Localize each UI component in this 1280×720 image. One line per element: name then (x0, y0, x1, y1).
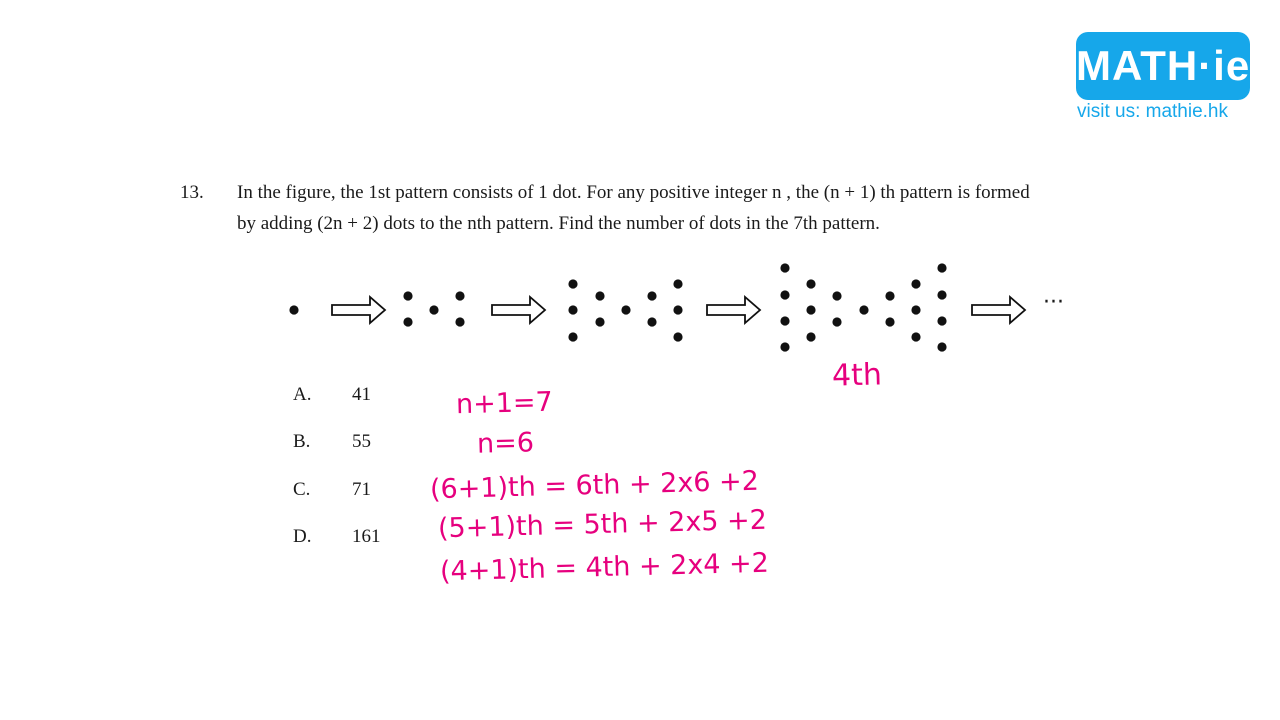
visit-link-text[interactable]: visit us: mathie.hk (1077, 101, 1228, 122)
dot (885, 317, 894, 326)
dot (568, 279, 577, 288)
handwritten-step-2: n=6 (476, 427, 535, 460)
dot (455, 291, 464, 300)
dot (911, 332, 920, 341)
handwritten-step-1: n+1=7 (455, 386, 554, 421)
option-a-letter: A. (293, 384, 312, 405)
handwritten-4th-label: 4th (831, 357, 883, 394)
handwritten-equation-1: (6+1)th = 6th + 2x6 +2 (429, 465, 760, 506)
mathie-logo: MATH·ie (1076, 32, 1250, 100)
dot (832, 291, 841, 300)
option-a-value: 41 (352, 384, 371, 405)
dot (937, 342, 946, 351)
dot (595, 317, 604, 326)
dot (455, 317, 464, 326)
option-c-value: 71 (352, 479, 371, 500)
option-c-letter: C. (293, 479, 311, 500)
dot (911, 279, 920, 288)
dot (647, 317, 656, 326)
handwritten-equation-2: (5+1)th = 5th + 2x5 +2 (437, 504, 768, 545)
dot (780, 316, 789, 325)
dot (806, 332, 815, 341)
arrow-right-icon (332, 297, 385, 323)
dot (937, 316, 946, 325)
dot-pattern-figure (270, 255, 1090, 365)
figure-ellipsis: ··· (1043, 290, 1064, 315)
dot (568, 332, 577, 341)
dot (673, 332, 682, 341)
dot (429, 305, 438, 314)
option-b-value: 55 (352, 431, 371, 452)
dot (885, 291, 894, 300)
dot (403, 291, 412, 300)
option-b-letter: B. (293, 431, 311, 452)
option-d-value: 161 (352, 526, 381, 547)
dot (673, 305, 682, 314)
handwritten-equation-3: (4+1)th = 4th + 2x4 +2 (439, 547, 770, 588)
option-d-letter: D. (293, 526, 312, 547)
dot (595, 291, 604, 300)
dot (780, 290, 789, 299)
dot (806, 305, 815, 314)
question-text-line-1: In the figure, the 1st pattern consists of 1 dot. For any positive integer n , the (n + 1) th pattern is formed (237, 182, 1030, 203)
dot (568, 305, 577, 314)
dot (937, 263, 946, 272)
arrow-right-icon (707, 297, 760, 323)
dot (806, 279, 815, 288)
dot (403, 317, 412, 326)
dot (859, 305, 868, 314)
dot (621, 305, 630, 314)
dot (289, 305, 298, 314)
dot (832, 317, 841, 326)
question-text-line-2: by adding (2n + 2) dots to the nth pattern. Find the number of dots in the 7th pattern. (237, 213, 880, 234)
dot (647, 291, 656, 300)
dot (911, 305, 920, 314)
dot (780, 342, 789, 351)
dot (780, 263, 789, 272)
arrow-right-icon (972, 297, 1025, 323)
arrow-right-icon (492, 297, 545, 323)
dot (673, 279, 682, 288)
dot (937, 290, 946, 299)
question-number: 13. (180, 182, 204, 203)
